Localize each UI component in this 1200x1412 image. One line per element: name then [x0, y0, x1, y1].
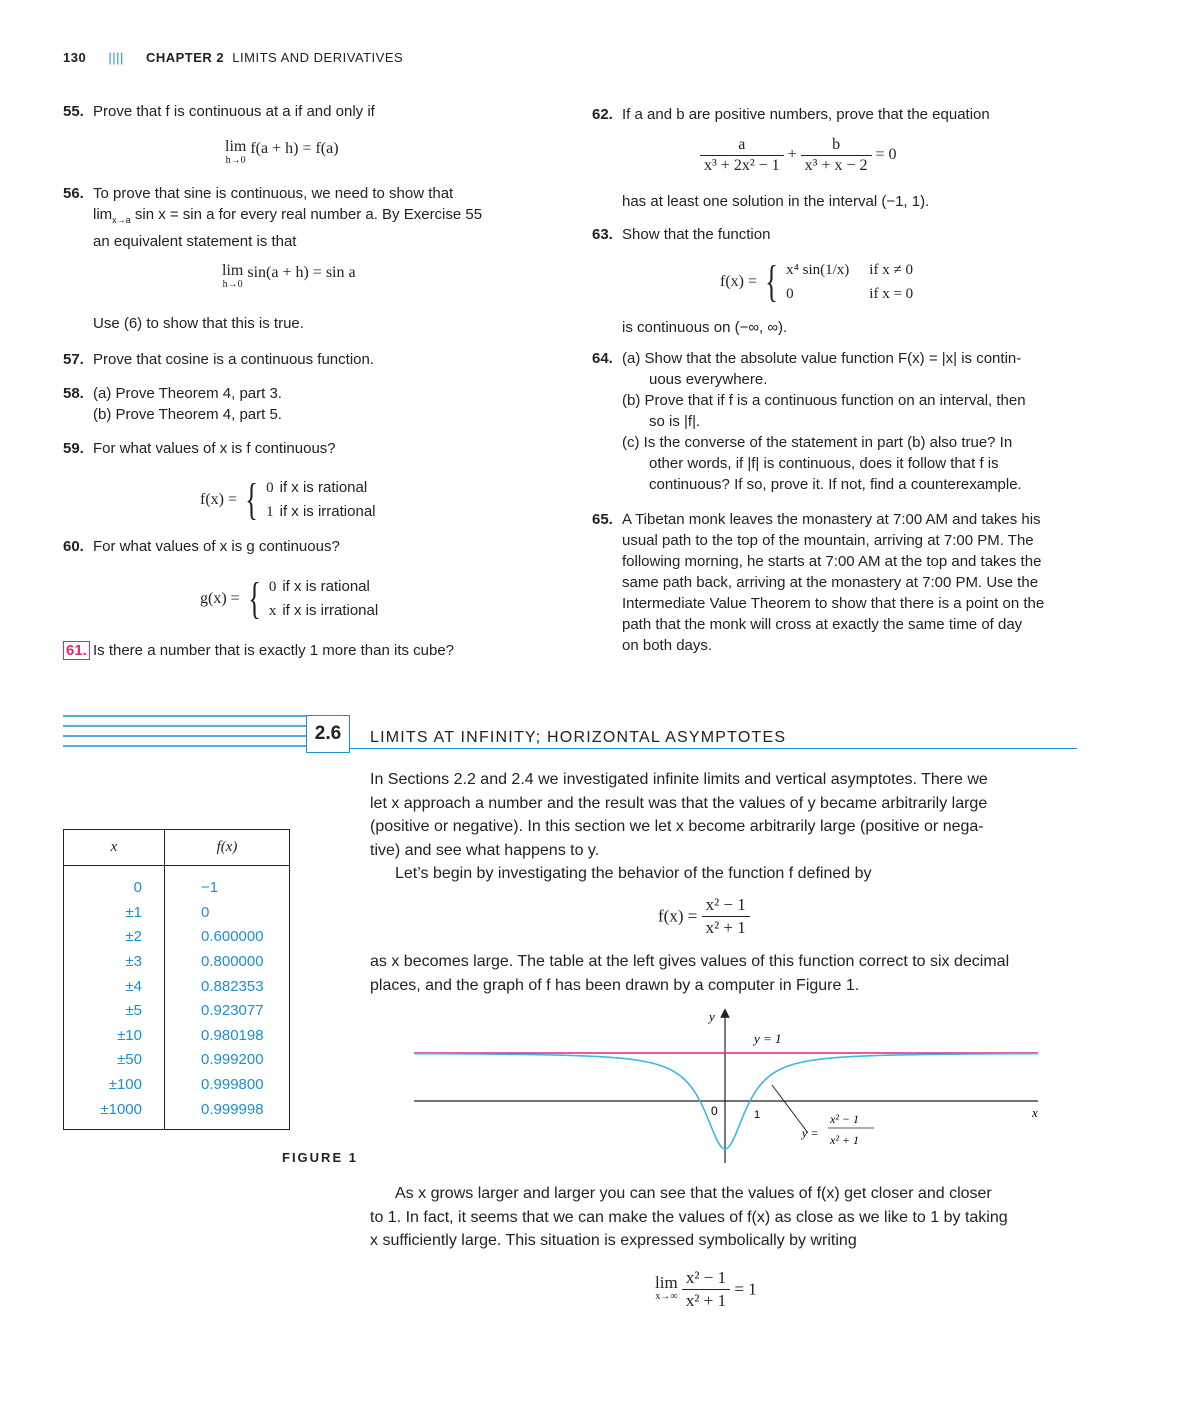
asymptote-label: y = 1: [754, 1031, 782, 1046]
exercise-55-formula: lim h→0 f(a + h) = f(a): [225, 138, 339, 166]
curve-label-lhs: y =: [802, 1126, 819, 1140]
table-row: ±100 0.999800: [64, 1072, 290, 1097]
exercise-59-piecewise: f(x) = { 0 if x is rational 1 if x is irrational: [200, 475, 376, 524]
exercise-59: 59. For what values of x is f continuous?: [63, 440, 336, 457]
page-number: 130: [63, 50, 87, 65]
section-title: LIMITS AT INFINITY; HORIZONTAL ASYMPTOTES: [370, 729, 787, 746]
table-row: ±5 0.923077: [64, 998, 290, 1023]
table-header-fx: f(x): [216, 839, 238, 855]
limit-statement: lim x→∞ $\frac{\text{x² − 1}}{\text{x² + 1}}$ = 1: [655, 1268, 757, 1310]
header-bars: ||||: [108, 50, 124, 65]
values-table: [63, 829, 290, 1130]
figure-1-graph: [400, 1005, 1060, 1165]
exercise-61: 61. Is there a number that is exactly 1 more than its cube?: [63, 640, 454, 661]
exercise-60: 60. For what values of x is g continuous?: [63, 538, 340, 555]
section-rule-lines: [63, 713, 306, 751]
exercise-63-piecewise: f(x) = { x⁴ sin(1/x) if x ≠ 0 0 if x = 0: [720, 257, 914, 306]
exercise-64: 64. (a) Show that the absolute value function F(x) = |x| is contin- uous everywhere. (b) Prove that if f is a continuous function on an interval, then so is |f|. (c) Is the converse of the statement in part (b) also true? In other words, if |f| is continuous, does it follow that f is continuous? If so, prove it. If not, find a counterexample.: [592, 350, 1026, 493]
exercise-63-after: is continuous on (−∞, ∞).: [622, 319, 788, 336]
running-header: [63, 50, 403, 65]
curve-label-den: x² + 1: [830, 1133, 860, 1147]
table-row: ±50 0.999200: [64, 1048, 290, 1073]
table-header-x: x: [64, 830, 165, 866]
closing-paragraph: As x grows larger and larger you can see that the values of f(x) get closer and closer to 1. In fact, it seems that we can make the values of f(x) as close as we like to 1 by taking x sufficiently large. This situation is expressed symbolically by writing: [370, 1185, 1008, 1249]
y-axis-label: y: [709, 1009, 715, 1024]
table-row: ±1000 0.999998: [64, 1097, 290, 1122]
table-row: 0 −1: [64, 876, 290, 901]
function-definition: f(x) = $\frac{\text{x² − 1}}{\text{x² + 1}}$: [658, 895, 750, 938]
table-row: ±4 0.882353: [64, 974, 290, 999]
chapter-title: LIMITS AND DERIVATIVES: [232, 50, 404, 65]
exercise-56-formula: lim h→0 sin(a + h) = sin a: [222, 262, 356, 290]
table-row: ±3 0.800000: [64, 949, 290, 974]
exercise-62-after: has at least one solution in the interval (−1, 1).: [622, 193, 930, 210]
exercise-62-equation: $\frac{a}{\text{x³ + 2x² − 1}}$ + $\frac{b}{\text{x³ + x − 2}}$ = 0: [700, 136, 897, 175]
x-axis-label: x: [1032, 1105, 1038, 1120]
exercise-56: 56. To prove that sine is continuous, we need to show that $\lim_{x\to a} \sin x = \sin a$ for every real number a. By Exercise 55 an equivalent statement is that: [63, 185, 483, 250]
section-title-underline: [350, 748, 1077, 749]
exercise-63: 63. Show that the function: [592, 226, 771, 243]
exercise-57: 57. Prove that cosine is a continuous function.: [63, 351, 375, 368]
exercise-60-piecewise: g(x) = { 0 if x is rational x if x is irrational: [200, 574, 379, 623]
tick-one-label: 1: [754, 1109, 761, 1121]
origin-label: 0: [711, 1104, 718, 1118]
figure-label: FIGURE 1: [282, 1150, 358, 1165]
section-number: 2.6: [306, 715, 350, 753]
table-row: ±2 0.600000: [64, 925, 290, 950]
exercise-56-after: Use (6) to show that this is true.: [93, 315, 304, 332]
table-description-paragraph: as x becomes large. The table at the left gives values of this function correct to six decimal places, and the graph of f has been drawn by a computer in Figure 1.: [370, 953, 1010, 994]
curve-label-num: x² − 1: [830, 1112, 860, 1126]
exercise-58: 58. (a) Prove Theorem 4, part 3. (b) Prove Theorem 4, part 5.: [63, 385, 282, 423]
table-row: ±1 0: [64, 900, 290, 925]
table-body: [64, 866, 290, 1130]
begin-paragraph: Let’s begin by investigating the behavior of the function f defined by: [395, 865, 872, 882]
intro-paragraph: In Sections 2.2 and 2.4 we investigated infinite limits and vertical asymptotes. There we let x approach a number and the result was that the values of y became arbitrarily large (positive or negative). In this section we let x become arbitrarily large (positive or nega- tive) and see what happens to y. Let’s begin by investigating the behavior of the function f defined by: [370, 768, 988, 886]
chapter-label: CHAPTER 2: [145, 50, 225, 65]
exercise-62: 62. If a and b are positive numbers, prove that the equation: [592, 106, 990, 123]
exercise-65: 65. A Tibetan monk leaves the monastery at 7:00 AM and takes his usual path to the top of the mountain, arriving at 7:00 PM. The following morning, he starts at 7:00 AM at the top and takes the same path back, arriving at the monastery at 7:00 PM. Use the Intermediate Value Theorem to show that there is a point on the path that the monk will cross at exactly the same time of day on both days.: [592, 511, 1045, 654]
table-row: ±10 0.980198: [64, 1023, 290, 1048]
exercise-55: 55. Prove that f is continuous at a if and only if: [63, 103, 375, 120]
